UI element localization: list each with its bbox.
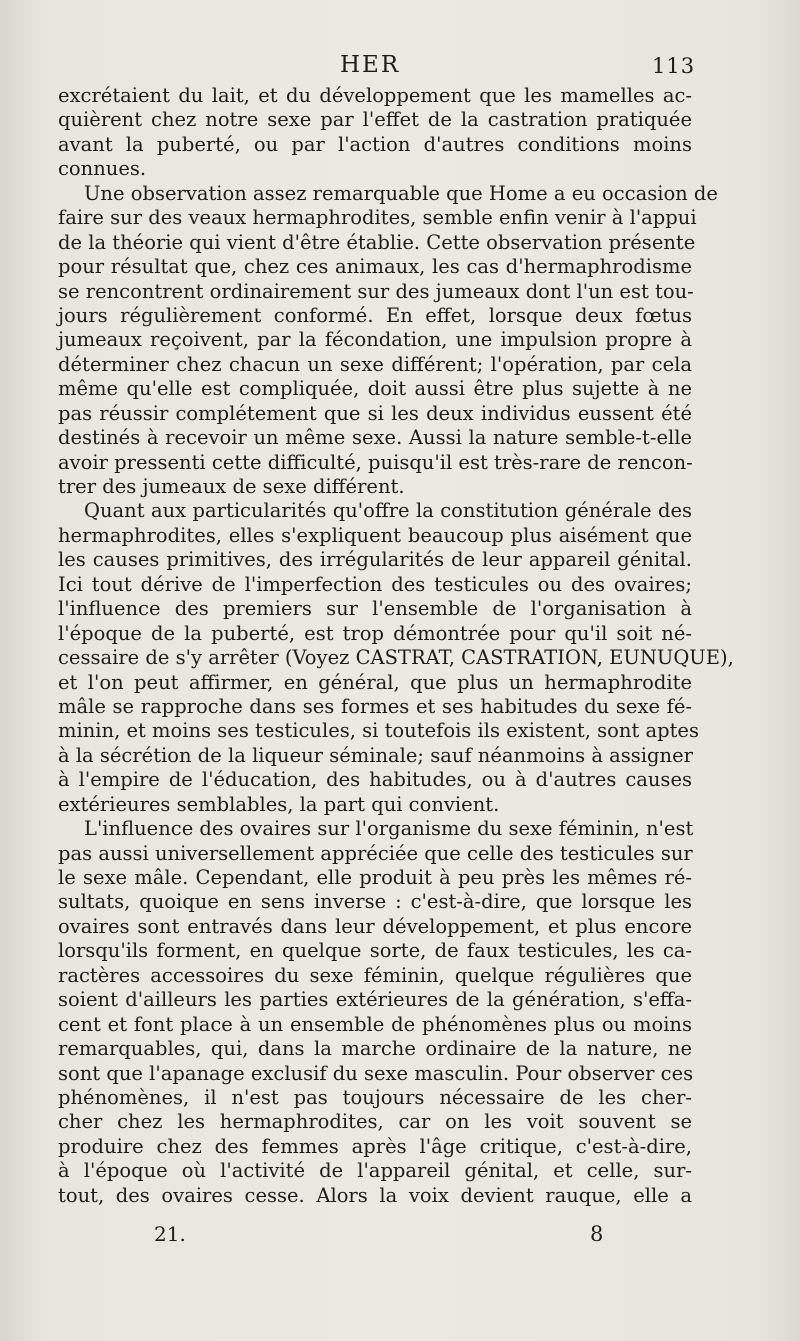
text-line: produire chez des femmes après l'âge critique, c'est-à-dire, xyxy=(58,1134,692,1158)
paragraph xyxy=(58,499,734,817)
gathering-mark: 8 xyxy=(590,1222,604,1246)
running-head: HER xyxy=(340,52,401,78)
text-line: sultats, quoique en sens inverse : c'est-à-dire, que lorsque les xyxy=(58,890,692,914)
text-line: destinés à recevoir un même sexe. Aussi la nature semble-t-elle xyxy=(58,426,692,450)
text-line: se rencontrent ordinairement sur des jumeaux dont l'un est tou- xyxy=(58,279,694,303)
text-line: avoir pressenti cette difficulté, puisqu'il est très-rare de rencon- xyxy=(58,450,693,474)
signature-mark: 21. xyxy=(154,1222,186,1246)
text-line: ovaires sont entravés dans leur développement, et plus encore xyxy=(58,914,692,938)
page-number: 113 xyxy=(652,54,696,78)
text-line: les causes primitives, des irrégularités de leur appareil génital. xyxy=(58,548,692,572)
text-line: pas aussi universellement appréciée que celle des testicules sur xyxy=(58,841,693,865)
text-line: hermaphrodites, elles s'expliquent beaucoup plus aisément que xyxy=(58,523,692,547)
text-line: cent et font place à un ensemble de phénomènes plus ou moins xyxy=(58,1012,692,1036)
paragraph xyxy=(58,84,692,182)
text-line: Ici tout dérive de l'imperfection des testicules ou des ovaires; xyxy=(58,572,692,596)
text-line: le sexe mâle. Cependant, elle produit à peu près les mêmes ré- xyxy=(58,866,692,889)
text-line: phénomènes, il n'est pas toujours nécessaire de les cher- xyxy=(58,1085,692,1109)
text-line: l'influence des premiers sur l'ensemble de l'organisation à xyxy=(58,597,692,621)
text-line: cher chez les hermaphrodites, car on les voit souvent se xyxy=(58,1110,692,1134)
text-line: avant la puberté, ou par l'action d'autres conditions moins xyxy=(58,132,692,156)
text-line: minin, et moins ses testicules, si toutefois ils existent, sont aptes xyxy=(58,719,699,743)
text-line: de la théorie qui vient d'être établie. Cette observation présente xyxy=(58,230,696,254)
paragraph xyxy=(58,181,718,500)
text-line: soient d'ailleurs les parties extérieures de la génération, s'effa- xyxy=(58,988,692,1012)
text-line: excrétaient du lait, et du développement que les mamelles ac- xyxy=(58,84,692,107)
text-line: L'influence des ovaires sur l'organisme du sexe féminin, n'est xyxy=(84,817,694,841)
text-line: ractères accessoires du sexe féminin, quelque régulières que xyxy=(58,963,692,987)
page-footer xyxy=(0,1222,800,1252)
text-line: connues. xyxy=(58,157,147,181)
page-header xyxy=(0,52,800,86)
text-line: même qu'elle est compliquée, doit aussi être plus sujette à ne xyxy=(58,377,692,401)
text-line: jours régulièrement conformé. En effet, lorsque deux fœtus xyxy=(58,303,692,327)
text-line: et l'on peut affirmer, en général, que plus un hermaphrodite xyxy=(58,670,692,694)
text-line: pas réussir complétement que si les deux individus eussent été xyxy=(58,401,692,425)
text-line: faire sur des veaux hermaphrodites, semble enfin venir à l'appui xyxy=(58,206,697,230)
text-line: quièrent chez notre sexe par l'effet de la castration pratiquée xyxy=(58,108,692,132)
text-line: tout, des ovaires cesse. Alors la voix devient rauque, elle a xyxy=(58,1183,692,1207)
text-line: extérieures semblables, la part qui convient. xyxy=(58,792,500,816)
text-line: sont que l'apanage exclusif du sexe masculin. Pour observer ces xyxy=(58,1061,694,1085)
text-line: lorsqu'ils forment, en quelque sorte, de faux testicules, les ca- xyxy=(58,939,692,963)
text-line: trer des jumeaux de sexe différent. xyxy=(58,475,405,498)
text-line: à l'époque où l'activité de l'appareil génital, et celle, sur- xyxy=(58,1159,692,1183)
text-line: à l'empire de l'éducation, des habitudes, ou à d'autres causes xyxy=(58,768,692,792)
text-line: cessaire de s'y arrêter (Voyez CASTRAT, CASTRATION, EUNUQUE), xyxy=(58,646,734,670)
text-line: l'époque de la puberté, est trop démontrée pour qu'il soit né- xyxy=(58,621,692,645)
text-line: pour résultat que, chez ces animaux, les cas d'hermaphrodisme xyxy=(58,255,692,279)
text-line: déterminer chez chacun un sexe différent; l'opération, par cela xyxy=(58,352,692,376)
text-line: Quant aux particularités qu'offre la constitution générale des xyxy=(84,499,692,523)
page-body xyxy=(58,84,734,1208)
text-line: mâle se rapproche dans ses formes et ses habitudes du sexe fé- xyxy=(58,694,692,718)
text-line: jumeaux reçoivent, par la fécondation, une impulsion propre à xyxy=(58,328,692,352)
paragraph xyxy=(58,817,692,1208)
text-line: Une observation assez remarquable que Home a eu occasion de xyxy=(84,181,718,205)
text-line: remarquables, qui, dans la marche ordinaire de la nature, ne xyxy=(58,1037,692,1061)
text-line: à la sécrétion de la liqueur séminale; sauf néanmoins à assigner xyxy=(58,743,693,767)
